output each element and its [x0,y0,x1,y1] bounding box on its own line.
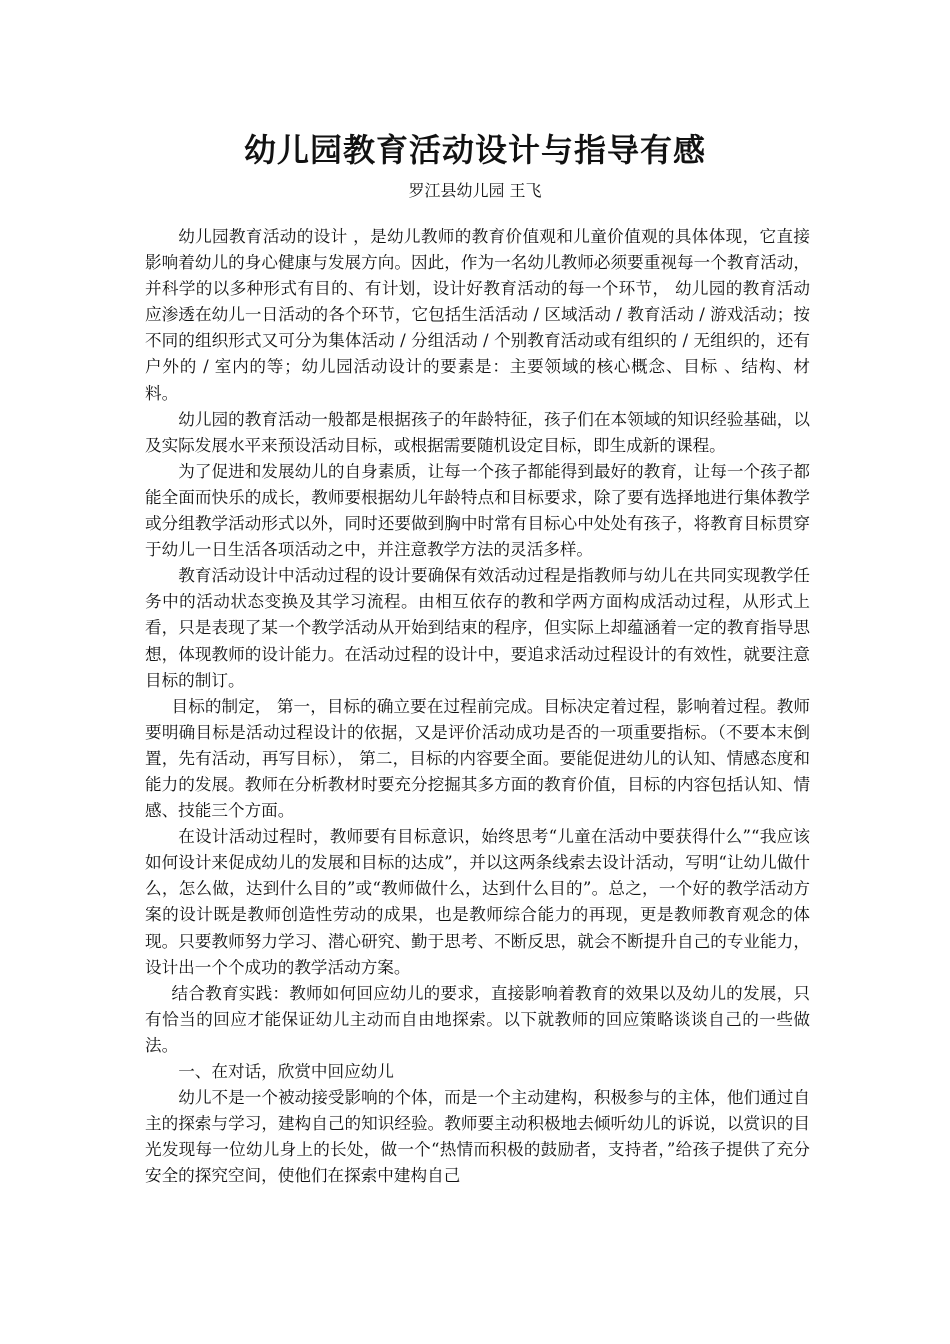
paragraph-activity-process: 教育活动设计中活动过程的设计要确保有效活动过程是指教师与幼儿在共同实现教学任务中的活动状态变换及其学习流程。由相互依存的教和学两方面构成活动过程，从形式上看，只是表现了某一个教学活动从开始到结束的程序，但实际上却蕴涵着一定的教育指导思想，体现教师的设计能力。在活动过程的设计中，要追求活动过程设计的有效性，就要注意目标的制订。 [145,566,810,690]
paragraph-active-learner: 幼儿不是一个被动接受影响的个体，而是一个主动建构，积极参与的主体，他们通过自主的探索与学习，建构自己的知识经验。教师要主动积极地去倾听幼儿的诉说，以赏识的目光发现每一位幼儿身上的长处，做一个“热情而积极的鼓励者，支持者，”给孩子提供了充分安全的探究空间，使他们在探索中建构自己 [145,1088,810,1186]
author-byline: 罗江县幼儿园 王飞 [408,181,542,200]
paragraph-goal-setting: 目标的制定， 第一，目标的确立要在过程前完成。目标决定着过程，影响着过程。教师要明确目标是活动过程设计的依据，又是评价活动成功是否的一项重要指标。（不要本末倒置，先有活动，再写目标）， 第二，目标的内容要全面。要能促进幼儿的认知、情感态度和能力的发展。教师在分析教材时要充分挖掘其多方面的教育价值，目标的内容包括认知、情感、技能三个方面。 [145,696,810,821]
section-heading-dialogue: 一、在对话，欣赏中回应幼儿 [178,1062,394,1081]
paragraph-activity-basis: 幼儿园的教育活动一般都是根据孩子的年龄特征，孩子们在本领域的知识经验基础，以及实际发展水平来预设活动目标，或根据需要随机设定目标，即生成新的课程。 [145,409,810,455]
document-title: 幼儿园教育活动设计与指导有感 [243,131,706,169]
document-body [145,224,810,1189]
paragraph-intro: 幼儿园教育活动的设计 ，是幼儿教师的教育价值观和儿童价值观的具体体现，它直接影响着幼儿的身心健康与发展方向。因此，作为一名幼儿教师必须要重视每一个教育活动，并科学的以多种形式有目的、有计划，设计好教育活动的每一个环节， 幼儿园的教育活动应渗透在幼儿一日活动的各个环节，它包括生活活动 / 区域活动 / 教育活动 / 游戏活动；按不同的组织形式又可分为集体活动 / 分组活动 / 个别教育活动或有组织的 / 无组织的，还有户外的 / 室内的等；幼儿园活动设计的要素是：主要领域的核心概念、目标 、结构、材料。 [145,227,810,403]
paragraph-goal-awareness: 在设计活动过程时，教师要有目标意识，始终思考“儿童在活动中要获得什么”“我应该如何设计来促成幼儿的发展和目标的达成”，并以这两条线索去设计活动，写明“让幼儿做什么，怎么做，达到什么目的”或“教师做什么，达到什么目的”。总之，一个好的教学活动方案的设计既是教师创造性劳动的成果，也是教师综合能力的再现，更是教师教育观念的体现。只要教师努力学习、潜心研究、勤于思考、不断反思，就会不断提升自己的专业能力，设计出一个个成功的教学活动方案。 [145,827,810,977]
paragraph-promote-development: 为了促进和发展幼儿的自身素质，让每一个孩子都能得到最好的教育，让每一个孩子都能全面而快乐的成长，教师要根据幼儿年龄特点和目标要求，除了要有选择地进行集体教学或分组教学活动形式以外，同时还要做到胸中时常有目标心中处处有孩子，将教育目标贯穿于幼儿一日生活各项活动之中，并注意教学方法的灵活多样。 [145,461,810,560]
paragraph-practice: 结合教育实践：教师如何回应幼儿的要求，直接影响着教育的效果以及幼儿的发展，只有恰当的回应才能保证幼儿主动而自由地探索。以下就教师的回应策略谈谈自己的一些做法。 [145,983,810,1055]
